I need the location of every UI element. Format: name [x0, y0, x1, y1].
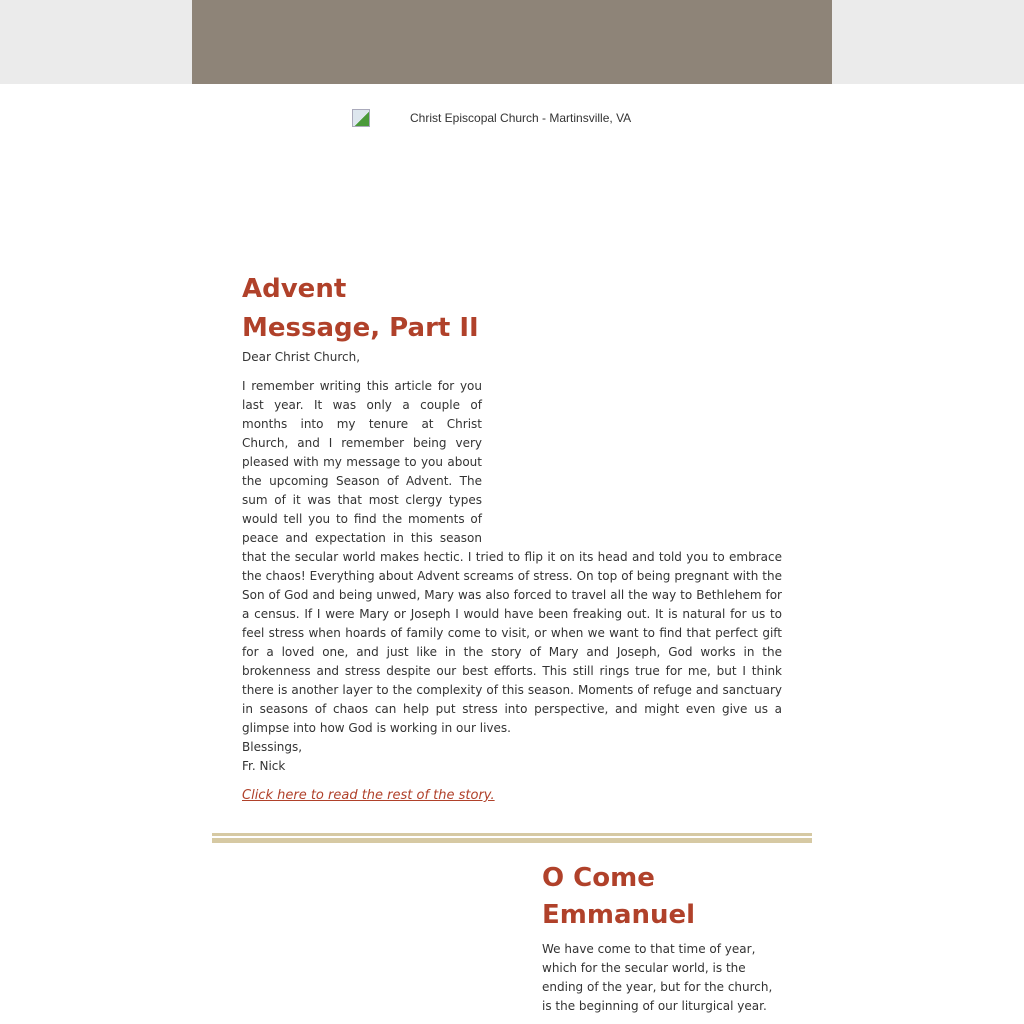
advent-message-article	[242, 270, 782, 805]
article-body: I remember writing this article for you last year. It was only a couple of months into my tenure at Christ Church, and I remember being very pleased with my message to you about the upcoming Season of Advent. The sum of it was that most clergy types would tell you to find the moments of peace and expectation in this season that the secular world makes hectic. I tried to flip it on its head and told you to embrace the chaos! Everything about Advent screams of stress. On top of being pregnant with the Son of God and being unwed, Mary was also forced to travel all the way to Bethlehem for a census. If I were Mary or Joseph I would have been freaking out. It is natural for us to feel stress when hoards of family come to visit, or when we want to find that perfect gift for a loved one, and just like in the story of Mary and Joseph, God works in the brokenness and stress despite our best efforts. This still rings true for me, but I think there is another layer to the complexity of this season. Moments of refuge and sanctuary in seasons of chaos can help put stress into perspective, and might even give us a glimpse into how God is working in our lives.	[242, 379, 782, 735]
broken-image-icon	[352, 109, 370, 127]
church-logo[interactable]	[352, 109, 631, 127]
greeting: Dear Christ Church,	[242, 350, 361, 364]
o-come-emmanuel-article	[542, 860, 782, 1016]
article-body: We have come to that time of year, which for the secular world, is the ending of the year, but for the church, is the beginning of our liturgical year.	[542, 942, 773, 1013]
article-title: Advent Message, Part II	[242, 274, 479, 343]
header-banner	[192, 0, 832, 84]
signature: Fr. Nick	[242, 759, 286, 773]
logo-alt-text: Christ Episcopal Church - Martinsville, VA	[410, 111, 632, 125]
section-divider	[212, 833, 812, 838]
header-bar	[0, 0, 1024, 84]
article-title: O Come Emmanuel	[542, 863, 696, 930]
closing: Blessings,	[242, 740, 303, 754]
article-image-placeholder	[482, 270, 782, 546]
read-more-link[interactable]: Click here to read the rest of the story.	[242, 788, 495, 803]
